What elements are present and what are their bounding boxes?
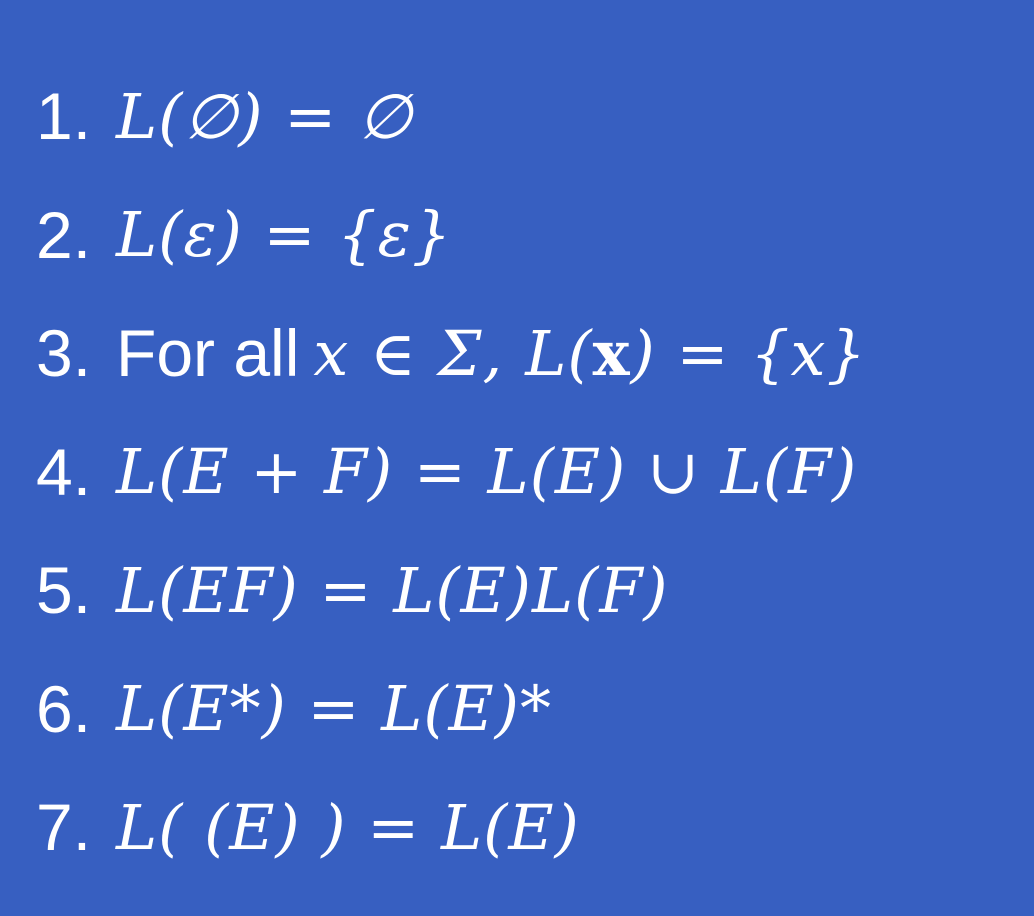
rule-equation-bold: x: [592, 316, 631, 390]
rule-2: [36, 176, 867, 295]
rule-equation: L( (E) ) = L(E): [116, 790, 580, 864]
rule-equation-part-c: ) = {x}: [630, 316, 867, 390]
rule-1: [36, 57, 867, 176]
rules-list: [36, 57, 867, 887]
rule-3: [36, 294, 867, 413]
rule-equation-part-b: L(: [525, 316, 593, 390]
rule-equation: L(E + F) = L(E) ∪ L(F): [116, 435, 858, 509]
rule-7: [36, 768, 867, 887]
rule-equation-part-a: x ∈ Σ,: [313, 316, 504, 390]
rule-number: 2.: [36, 197, 92, 272]
rule-4: [36, 413, 867, 532]
rule-equation: L(EF) = L(E)L(F): [116, 553, 669, 627]
rule-prefix: For all: [116, 316, 300, 391]
rule-number: 3.: [36, 316, 92, 391]
rule-number: 1.: [36, 79, 92, 154]
rule-equation: L(∅) = ∅: [116, 79, 413, 153]
rule-5: [36, 531, 867, 650]
rule-equation: L(ε) = {ε}: [116, 198, 453, 272]
rule-6: [36, 650, 867, 769]
rule-number: 4.: [36, 434, 92, 509]
rule-number: 7.: [36, 790, 92, 865]
rule-number: 5.: [36, 553, 92, 628]
rule-number: 6.: [36, 671, 92, 746]
rule-equation: L(E*) = L(E)*: [116, 672, 552, 746]
